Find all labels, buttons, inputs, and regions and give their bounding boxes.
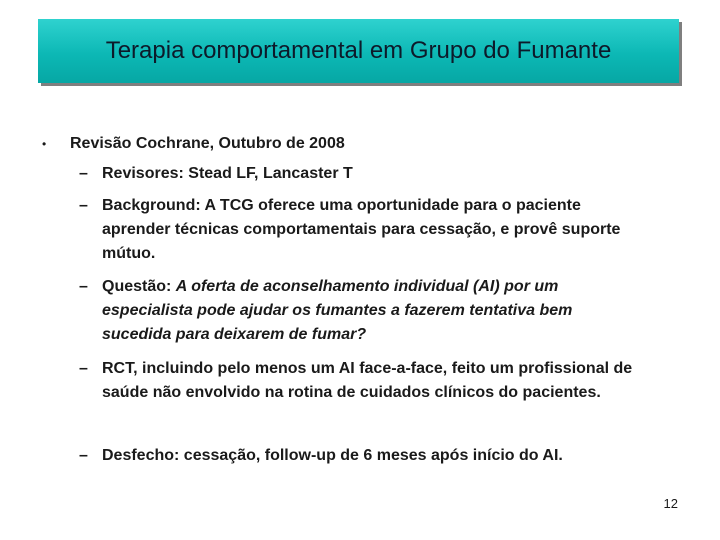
item-background: Background: A TCG oferece uma oportunidade para o paciente aprender técnicas comportamentais para cessação, e provê suporte mútuo. [102,197,621,262]
item-rct: RCT, incluindo pelo menos um AI face-a-face, feito um profissional de saúde não envolvido na rotina de cuidados clínicos do pacientes. [102,360,633,401]
bullet-icon: • [42,137,47,151]
dash-icon: – [79,197,88,214]
item-reviewers: Revisores: Stead LF, Lancaster T [102,165,353,182]
dash-icon: – [79,278,88,295]
dash-icon: – [79,165,88,182]
question-label: Questão: [102,278,176,295]
question-text: A oferta de aconselhamento individual (AI) por um especialista pode ajudar os fumantes a fazerem tentativa bem sucedida para deixarem de fumar? [102,278,573,343]
dash-icon: – [79,447,88,464]
slide-title: Terapia comportamental em Grupo do Fumante [105,37,612,64]
page-number: 12 [663,496,678,511]
dash-icon: – [79,360,88,377]
item-question [102,275,642,347]
item-outcome: Desfecho: cessação, follow-up de 6 meses após início do AI. [102,447,563,464]
main-point: Revisão Cochrane, Outubro de 2008 [70,135,345,152]
